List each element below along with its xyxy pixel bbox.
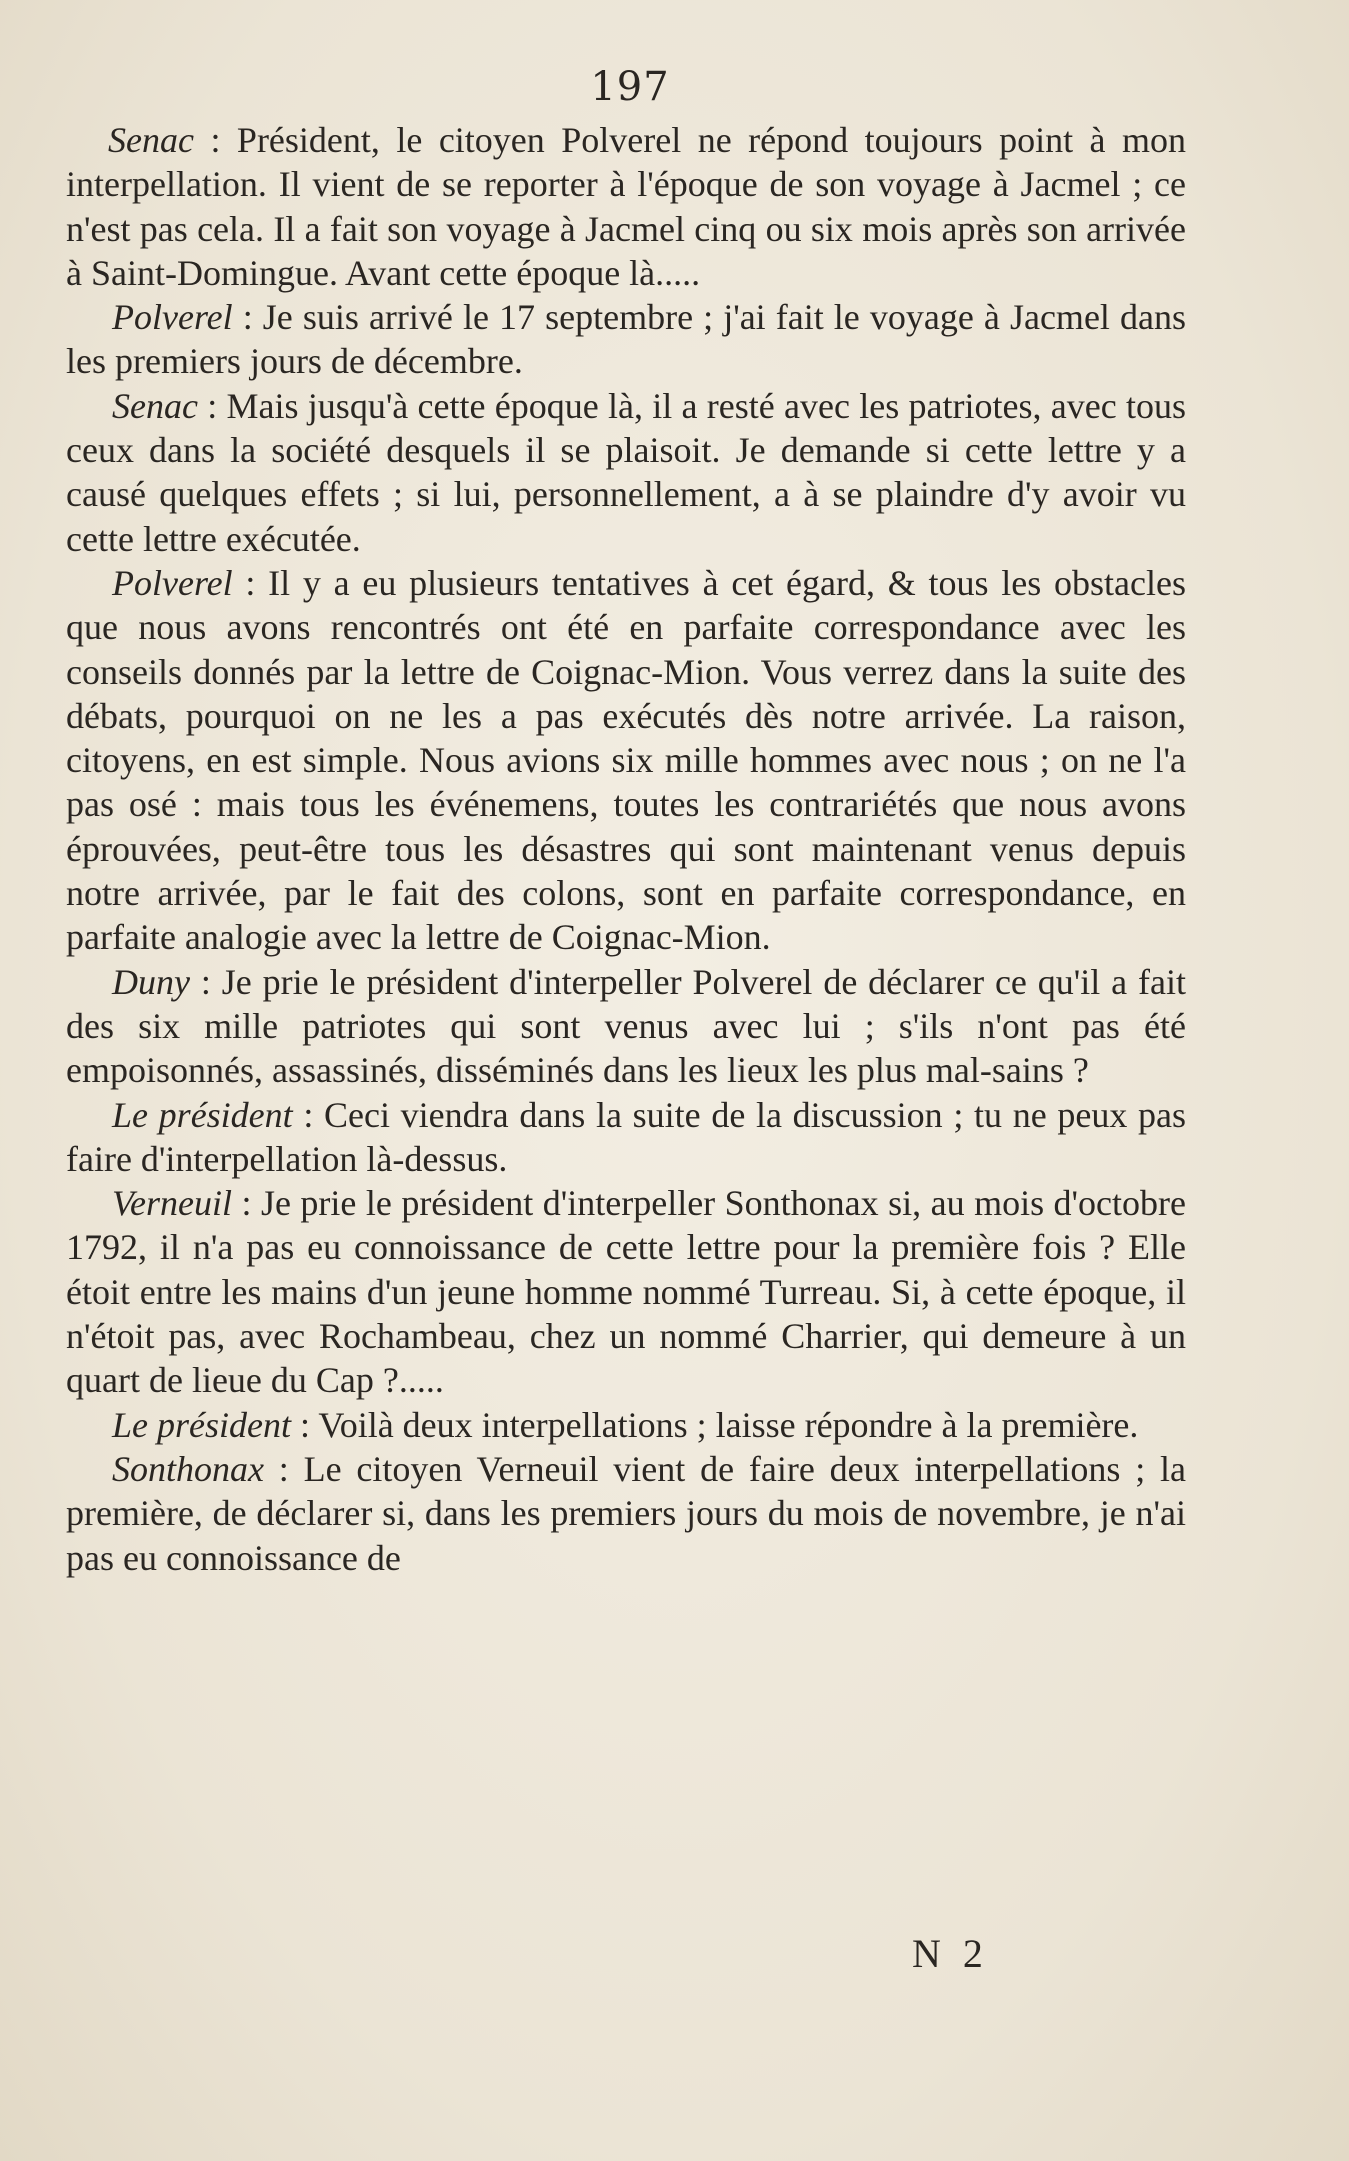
paragraph-text: : Il y a eu plusieurs tentatives à cet égard, & tous les obstacles que nous avons rencontrés ont été en parfaite correspondance avec les conseils donnés par la lettre de Coignac-Mion. Vous verrez dans la suite des débats, pourquoi on ne les a pas exécutés dès notre arrivée. La raison, citoyens, en est simple. Nous avions six mille hommes avec nous ; on ne l'a pas osé : mais tous les événemens, toutes les contrariétés que nous avons éprouvées, peut-être tous les désastres qui sont maintenant venus depuis notre arrivée, par le fait des colons, sont en parfaite correspondance, en parfaite analogie avec la lettre de Coignac-Mion. (66, 562, 1186, 958)
paragraph (66, 1093, 1186, 1182)
paragraph-text: : Mais jusqu'à cette époque là, il a resté avec les patriotes, avec tous ceux dans la société desquels il se plaisoit. Je demande si cette lettre y a causé quelques effets ; si lui, personnellement, a à se plaindre d'y avoir vu cette lettre exécutée. (66, 385, 1186, 559)
speaker-name: Polverel (112, 562, 233, 603)
signature-mark: N 2 (912, 1931, 989, 1976)
speaker-name: Le président (112, 1404, 291, 1445)
paragraph-text: : Le citoyen Verneuil vient de faire deux interpellations ; la première, de déclarer si, dans les premiers jours du mois de novembre, je n'ai pas eu connoissance de (66, 1448, 1186, 1578)
speaker-name: Sonthonax (112, 1448, 264, 1489)
paragraph-text: : Je suis arrivé le 17 septembre ; j'ai fait le voyage à Jacmel dans les premiers jours de décembre. (66, 297, 1186, 382)
paragraph (66, 1181, 1186, 1402)
speaker-name: Polverel (112, 297, 233, 338)
paragraph-text: : Je prie le président d'interpeller Sonthonax si, au mois d'octobre 1792, il n'a pas eu connoissance de cette lettre pour la première fois ? Elle étoit entre les mains d'un jeune homme nommé Turreau. Si, à cette époque, il n'étoit pas, avec Rochambeau, chez un nommé Charrier, qui demeure à un quart de lieue du Cap ?..... (66, 1183, 1186, 1401)
paragraph (66, 1403, 1186, 1447)
paragraph (66, 295, 1186, 384)
speaker-name: Duny (112, 961, 190, 1002)
paragraph-text: : Ceci viendra dans la suite de la discussion ; tu ne peux pas faire d'interpellation là-dessus. (66, 1094, 1186, 1179)
paragraph-text: : Je prie le président d'interpeller Polverel de déclarer ce qu'il a fait des six mille patriotes qui sont venus avec lui ; s'ils n'ont pas été empoisonnés, assassinés, disséminés dans les lieux les plus mal-sains ? (66, 961, 1186, 1091)
paragraph (66, 1447, 1186, 1580)
page-number: 197 (590, 64, 670, 110)
speaker-name: Senac (108, 120, 194, 160)
speaker-name: Le président (112, 1094, 293, 1135)
paragraph (66, 960, 1186, 1093)
paragraph (66, 118, 1186, 295)
text-block (66, 118, 1186, 1580)
paragraph (66, 384, 1186, 561)
speaker-name: Senac (112, 385, 198, 426)
paragraph-text: : Voilà deux interpellations ; laisse répondre à la première. (290, 1404, 1139, 1445)
speaker-name: Verneuil (112, 1183, 232, 1224)
paragraph (66, 561, 1186, 960)
paragraph-text: : Président, le citoyen Polverel ne répond toujours point à mon interpellation. Il vient de se reporter à l'époque de son voyage à Jacmel ; ce n'est pas cela. Il a fait son voyage à Jacmel cinq ou six mois après son arrivée à Saint-Domingue. Avant cette époque là..... (66, 120, 1186, 293)
